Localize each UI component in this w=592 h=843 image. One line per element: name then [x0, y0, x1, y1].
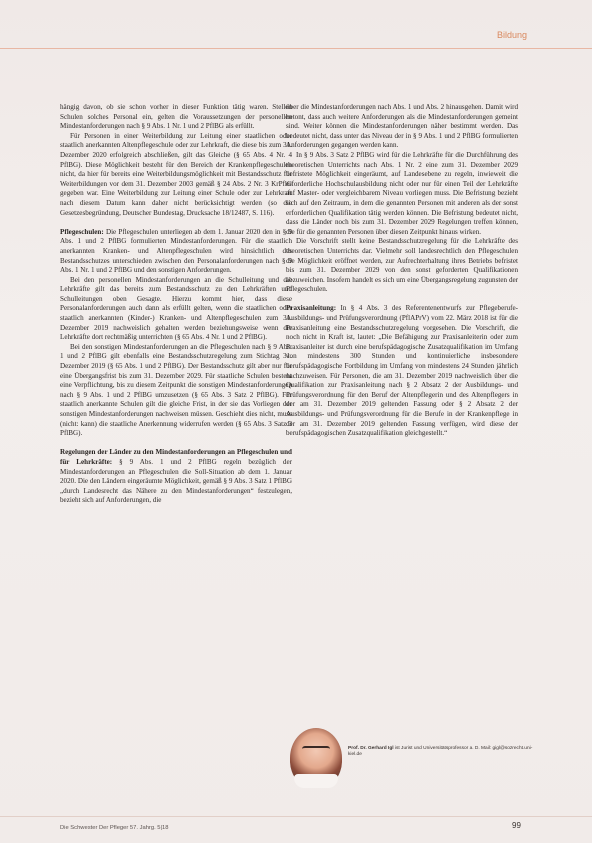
paragraph-text: Für Personen in einer Weiterbildung zur Leitung einer staatlichen oder staatlich anerkannten Altenpflegeschule oder zur Lehrkraft, die diese bis zum 31. Dezember 2020 erfolgreich abschließen, gilt das Gleiche (§ 65 Abs. 4 Nr. 4 PflBG). Diese Möglichkeit besteht für den Bereich der Krankenpflegeschulen nicht, da hier für bereits eine Weiterbildungsmöglichkeit mit Bestandsschutz für Weiterbildungen vor dem 31. Dezember 2003 gemäß § 24 Abs. 2 Nr. 3 KrPflG gegeben war. Eine Weiterbildung zur Leitung einer Schule oder zur Lehrkraft nach diesem Datum kann daher nicht berücksichtigt werden (so die Gesetzesbegründung, Deutscher Bundestag, Drucksache 18/12487, S. 116). — [60, 131, 292, 217]
paragraph-heading: Pflegeschulen: — [60, 227, 104, 236]
author-box — [290, 728, 536, 788]
footer-rule — [0, 816, 592, 817]
publication-footer: Die Schwester Der Pfleger 57. Jahrg. 5|18 — [60, 825, 169, 831]
paragraph-text: Bei den sonstigen Mindestanforderungen an die Pflegeschulen nach § 9 Abs. 1 und 2 PflBG gilt ebenfalls eine Bestandsschutzregelung zum Stichtag 31. Dezember 2019 (§ 65 Abs. 1 und 2 PflBG). Der Bestandsschutz gilt aber nur für eine Übergangsfrist bis zum 31. Dezember 2029. Für staatliche Schulen besteht eine Verpflichtung, bis zu diesem Zeitpunkt die sonstigen Mindestanforderungen nach § 9 Abs. 1 und 2 PflBG umzusetzen (§ 65 Abs. 3 Satz 2 PflBG). Für staatlich anerkannte Schulen gilt die gleiche Frist, in der sie das Vorliegen der sonstigen Mindestanforderungen nachweisen müssen. Geschieht dies nicht, muss (nicht: kann) die staatliche Anerkennung widerrufen werden (§ 65 Abs. 3 Satz 3 PflBG). — [60, 342, 292, 438]
left-column — [60, 103, 292, 506]
paragraph — [60, 448, 292, 506]
paragraph-text: In § 4 Abs. 3 des Referentenentwurfs zur Pflegeberufe-Ausbildungs- und Prüfungsverordnung (PflAPrV) vom 22. März 2018 ist für die Praxisanleitung eine Bestandsschutzregelung vorgesehen. Die Vorschrift, die noch nicht in Kraft ist, lautet: „Die Befähigung zur Praxisanleiterin oder zum Praxisanleiter ist durch eine berufspädagogische Zusatzqualifikation im Umfang von mindestens 300 Stunden und kontinuierliche insbesondere berufspädagogische Fortbildung im Umfang von mindestens 24 Stunden jährlich nachzuweisen. Für Personen, die am 31. Dezember 2019 nachweislich über die Qualifikation zur Praxisanleitung nach § 2 Absatz 2 der Ausbildungs- und Prüfungsverordnung für den Beruf der Altenpflegerin und des Altenpflegers in der am 31. Dezember 2019 geltenden Fassung oder § 2 Absatz 2 der Ausbildungs- und Prüfungsverordnung für die Berufe in der Krankenpflege in der am 31. Dezember 2019 geltenden Fassung verfügen, wird diese der berufspädagogischen Zusatzqualifikation gleichgestellt.“ — [286, 304, 518, 438]
paragraph-heading: Regelungen der Länder zu den Mindestanforderungen an Pflegeschulen und für Lehrkräfte: — [60, 448, 292, 466]
glasses-icon — [302, 746, 330, 754]
paragraph — [60, 343, 292, 439]
paragraph — [60, 276, 292, 343]
header-rule — [0, 48, 592, 49]
author-name: Prof. Dr. Gerhard Igl — [348, 746, 394, 751]
paragraph-text: In § 9 Abs. 3 Satz 2 PflBG wird für die Lehrkräfte für die Durchführung des theoretischen Unterrichts nach Abs. 1 Nr. 2 eine zum 31. Dezember 2029 befristete Möglichkeit eingeräumt, auf Landesebene zu regeln, inwieweit die erforderliche Hochschulausbildung nicht oder nur für einen Teil der Lehrkräfte auf Master- oder vergleichbarem Niveau vorliegen muss. Die Befristung bezieht sich auf den Zeitraum, in dem die genannten Personen mit anderen als der sonst erforderlichen Qualifikation tätig werden können. Die Befristung bedeutet nicht, dass die Länder noch bis zum 31. Dezember 2029 Regelungen treffen können, die für die genannten Personen über diesen Zeitpunkt hinaus wirken. — [286, 150, 518, 236]
paragraph-text: Bei den personellen Mindestanforderungen an die Schulleitung und die Lehrkräfte gilt das bereits zum Bestandsschutz zu den Lehrkräften und Schulleitungen oben Gesagte. Hierzu kommt hier, dass diese Personalanforderungen auch dann als erfüllt gelten, wenn die staatlichen oder staatlich anerkannten (Kinder-) Kranken- und Altenpflegeschulen zum 31. Dezember 2019 nachweislich gehalten werden beziehungsweise wenn die Lehrkräfte dort rechtmäßig unterrichten (§ 65 Abs. 4 Nr. 1 und 2 PflBG). — [60, 275, 292, 342]
author-bio — [348, 746, 538, 759]
author-photo — [290, 728, 342, 788]
paragraph — [60, 228, 292, 276]
paragraph-text: § 9 Abs. 1 und 2 PflBG regeln bezüglich der Mindestanforderungen an Pflegeschulen die Soll-Situation ab dem 1. Januar 2020. Die den Ländern eingeräumte Möglichkeit, gemäß § 9 Abs. 3 Satz 1 PflBG „durch Landesrecht das Nähere zu den Mindestanforderungen“ festzulegen, bezieht sich auf Anforderungen, die — [60, 457, 292, 505]
paragraph-text: Die Vorschrift stellt keine Bestandsschutzregelung für die Lehrkräfte des theoretischen Unterrichts dar. Vielmehr soll landesrechtlich den Pflegeschulen die Möglichkeit eröffnet werden, zur Aufrechterhaltung ihres Betriebs befristet bis zum 31. Dezember 2029 von den sonst geforderten Qualifikationen abzuweichen. Insofern handelt es sich um eine Übergangsregelung zugunsten der Pflegeschulen. — [286, 237, 518, 294]
page-number: 99 — [512, 821, 521, 830]
paragraph — [60, 132, 292, 218]
author-bio-text: ist Jurist und Universitätsprofessor a. D. Mail: gigl@sozrecht.uni-kiel.de — [348, 746, 533, 758]
paragraph — [286, 151, 518, 237]
paragraph — [286, 103, 518, 151]
paragraph — [286, 237, 518, 295]
section-label: Bildung — [497, 30, 528, 40]
paragraph-heading: Praxisanleitung: — [286, 304, 337, 313]
paragraph — [60, 103, 292, 132]
paragraph-text: über die Mindestanforderungen nach Abs. 1 und Abs. 2 hinausgehen. Damit wird betont, dass auch weitere Anforderungen als die Mindestanforderungen gemeint sind. Weiter können die Mindestanforderungen näher bestimmt werden. Das bedeutet nicht, dass unter das Niveau der in § 9 Abs. 1 und 2 PflBG formulierten Anforderungen gegangen werden kann. — [286, 103, 518, 150]
paragraph-text: hängig davon, ob sie schon vorher in dieser Funktion tätig waren. Stellen Schulen solches Personal ein, gelten die Voraussetzungen der personellen Mindestanforderungen nach § 9 Abs. 1 Nr. 1 und 2 PflBG als erfüllt. — [60, 103, 292, 131]
paragraph-text: Die Pflegeschulen unterliegen ab dem 1. Januar 2020 den in § 9 Abs. 1 und 2 PflBG formulierten Mindestanforderungen. Für die staatlich anerkannten Kranken- und Altenpflegeschulen wird hinsichtlich des Bestandsschutzes unterschieden zwischen den Personalanforderungen nach § 9 Abs. 1 Nr. 1 und 2 PflBG und den sonstigen Anforderungen. — [60, 227, 292, 275]
paragraph — [286, 304, 518, 438]
right-column — [286, 103, 518, 439]
